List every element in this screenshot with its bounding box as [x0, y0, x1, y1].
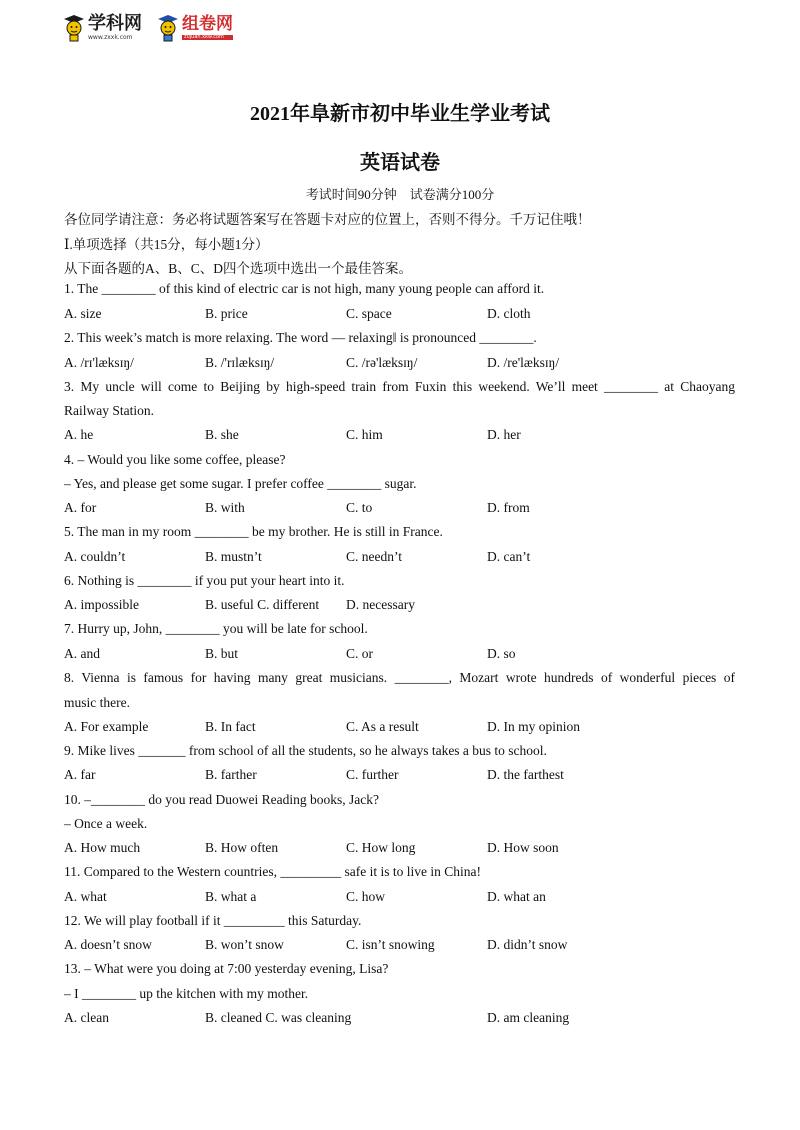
question-1-option-c: C. space: [346, 306, 392, 321]
question-13-option-a: A. clean: [64, 1010, 109, 1025]
question-10-option-d: D. How soon: [487, 840, 559, 855]
question-10-reply: – Once a week.: [64, 816, 148, 831]
question-10-option-a: A. How much: [64, 840, 141, 855]
question-8-option-b: B. In fact: [205, 719, 256, 734]
question-6-option-a: A. impossible: [64, 597, 140, 612]
exam-subject: 英语试卷: [360, 152, 440, 174]
question-8-option-d: D. In my opinion: [487, 719, 580, 734]
logo-zujuan: [156, 13, 233, 43]
question-5-text: 5. The man in my room ________ be my brother. He is still in France.: [64, 524, 443, 539]
question-7-text: 7. Hurry up, John, ________ you will be late for school.: [64, 621, 368, 636]
question-11-text: 11. Compared to the Western countries, _________ safe it is to live in China!: [64, 864, 481, 879]
question-2-option-a: A. /rɪ'læksɪŋ/: [64, 355, 134, 370]
section-instruction: 从下面各题的A、B、C、D四个选项中选出一个最佳答案。: [64, 261, 413, 276]
question-11-option-c: C. how: [346, 889, 386, 904]
section-heading: Ⅰ.单项选择（共15分，每小题1分）: [64, 237, 269, 252]
question-2-option-c: C. /rə'læksɪŋ/: [346, 355, 418, 370]
question-5-option-b: B. mustn’t: [205, 549, 262, 564]
logo1-name: 学科网: [88, 13, 142, 34]
mascot-icon: [156, 13, 180, 43]
question-6-text: 6. Nothing is ________ if you put your heart into it.: [64, 573, 345, 588]
notice-text: 各位同学请注意：务必将试题答案写在答题卡对应的位置上，否则不得分。千万记住哦！: [64, 212, 591, 227]
question-9-option-d: D. the farthest: [487, 767, 564, 782]
question-11-option-d: D. what an: [487, 889, 546, 904]
question-8-option-a: A. For example: [64, 719, 149, 734]
mascot-icon: [62, 13, 86, 43]
question-3-option-c: C. him: [346, 427, 383, 442]
question-7-option-c: C. or: [346, 646, 373, 661]
question-2-option-d: D. /re'læksɪŋ/: [487, 355, 560, 370]
question-4-text: 4. – Would you like some coffee, please?: [64, 452, 286, 467]
question-7-option-a: A. and: [64, 646, 100, 661]
question-6-option-d: D. necessary: [346, 597, 415, 612]
question-9-option-b: B. farther: [205, 767, 257, 782]
question-10-text: 10. –________ do you read Duowei Reading books, Jack?: [64, 792, 379, 807]
question-13-reply: – I ________ up the kitchen with my mother.: [64, 986, 309, 1001]
question-9-text: 9. Mike lives _______ from school of all the students, so he always takes a bus to school.: [64, 743, 547, 758]
exam-info: 考试时间90分钟 试卷满分100分: [305, 187, 495, 202]
question-1-option-d: D. cloth: [487, 306, 531, 321]
question-1-option-b: B. price: [205, 306, 248, 321]
question-13-text: 13. – What were you doing at 7:00 yesterday evening, Lisa?: [64, 961, 389, 976]
header-logos: [62, 10, 247, 46]
question-1-text: 1. The ________ of this kind of electric car is not high, many young people can afford it.: [64, 281, 545, 296]
question-13-option-bc: B. cleaned C. was cleaning: [205, 1010, 352, 1025]
question-7-option-b: B. but: [205, 646, 239, 661]
question-12-option-c: C. isn’t snowing: [346, 937, 435, 952]
exam-title: 2021年阜新市初中毕业生学业考试: [250, 103, 550, 125]
question-13-option-d: D. am cleaning: [487, 1010, 570, 1025]
question-8-text-cont: music there.: [64, 695, 130, 710]
question-3-text: 3. My uncle will come to Beijing by high-speed train from Fuxin this weekend. We’ll meet ________ at Chaoyang: [64, 379, 735, 394]
question-5-option-c: C. needn’t: [346, 549, 402, 564]
logo2-name: 组卷网: [182, 14, 233, 34]
question-12-option-d: D. didn’t snow: [487, 937, 568, 952]
question-4-option-c: C. to: [346, 500, 373, 515]
question-6-option-bc: B. useful C. different: [205, 597, 320, 612]
question-9-option-a: A. far: [64, 767, 96, 782]
question-5-option-a: A. couldn’t: [64, 549, 126, 564]
question-3-option-d: D. her: [487, 427, 521, 442]
question-12-option-a: A. doesn’t snow: [64, 937, 152, 952]
logo2-url: zujuan.xkw.com: [182, 35, 233, 40]
logo1-url: www.zxxk.com: [88, 34, 133, 41]
question-12-option-b: B. won’t snow: [205, 937, 284, 952]
question-8-option-c: C. As a result: [346, 719, 419, 734]
question-2-option-b: B. /'rɪlæksɪŋ/: [205, 355, 275, 370]
question-1-option-a: A. size: [64, 306, 102, 321]
question-7-option-d: D. so: [487, 646, 516, 661]
question-9-option-c: C. further: [346, 767, 399, 782]
question-4-option-a: A. for: [64, 500, 97, 515]
question-10-option-b: B. How often: [205, 840, 279, 855]
question-10-option-c: C. How long: [346, 840, 416, 855]
question-5-option-d: D. can’t: [487, 549, 531, 564]
question-3-option-a: A. he: [64, 427, 94, 442]
question-3-text-cont: Railway Station.: [64, 403, 154, 418]
question-2-text: 2. This week’s match is more relaxing. The word — relaxing‖ is pronounced ________.: [64, 330, 537, 345]
question-11-option-b: B. what a: [205, 889, 257, 904]
question-11-option-a: A. what: [64, 889, 107, 904]
question-3-option-b: B. she: [205, 427, 239, 442]
logo-xueke: [62, 13, 142, 43]
question-12-text: 12. We will play football if it _________ this Saturday.: [64, 913, 362, 928]
question-4-reply: – Yes, and please get some sugar. I prefer coffee ________ sugar.: [64, 476, 417, 491]
question-4-option-b: B. with: [205, 500, 245, 515]
question-4-option-d: D. from: [487, 500, 530, 515]
question-8-text: 8. Vienna is famous for having many great musicians. ________, Mozart wrote hundreds of wonderful pieces of: [64, 670, 735, 685]
